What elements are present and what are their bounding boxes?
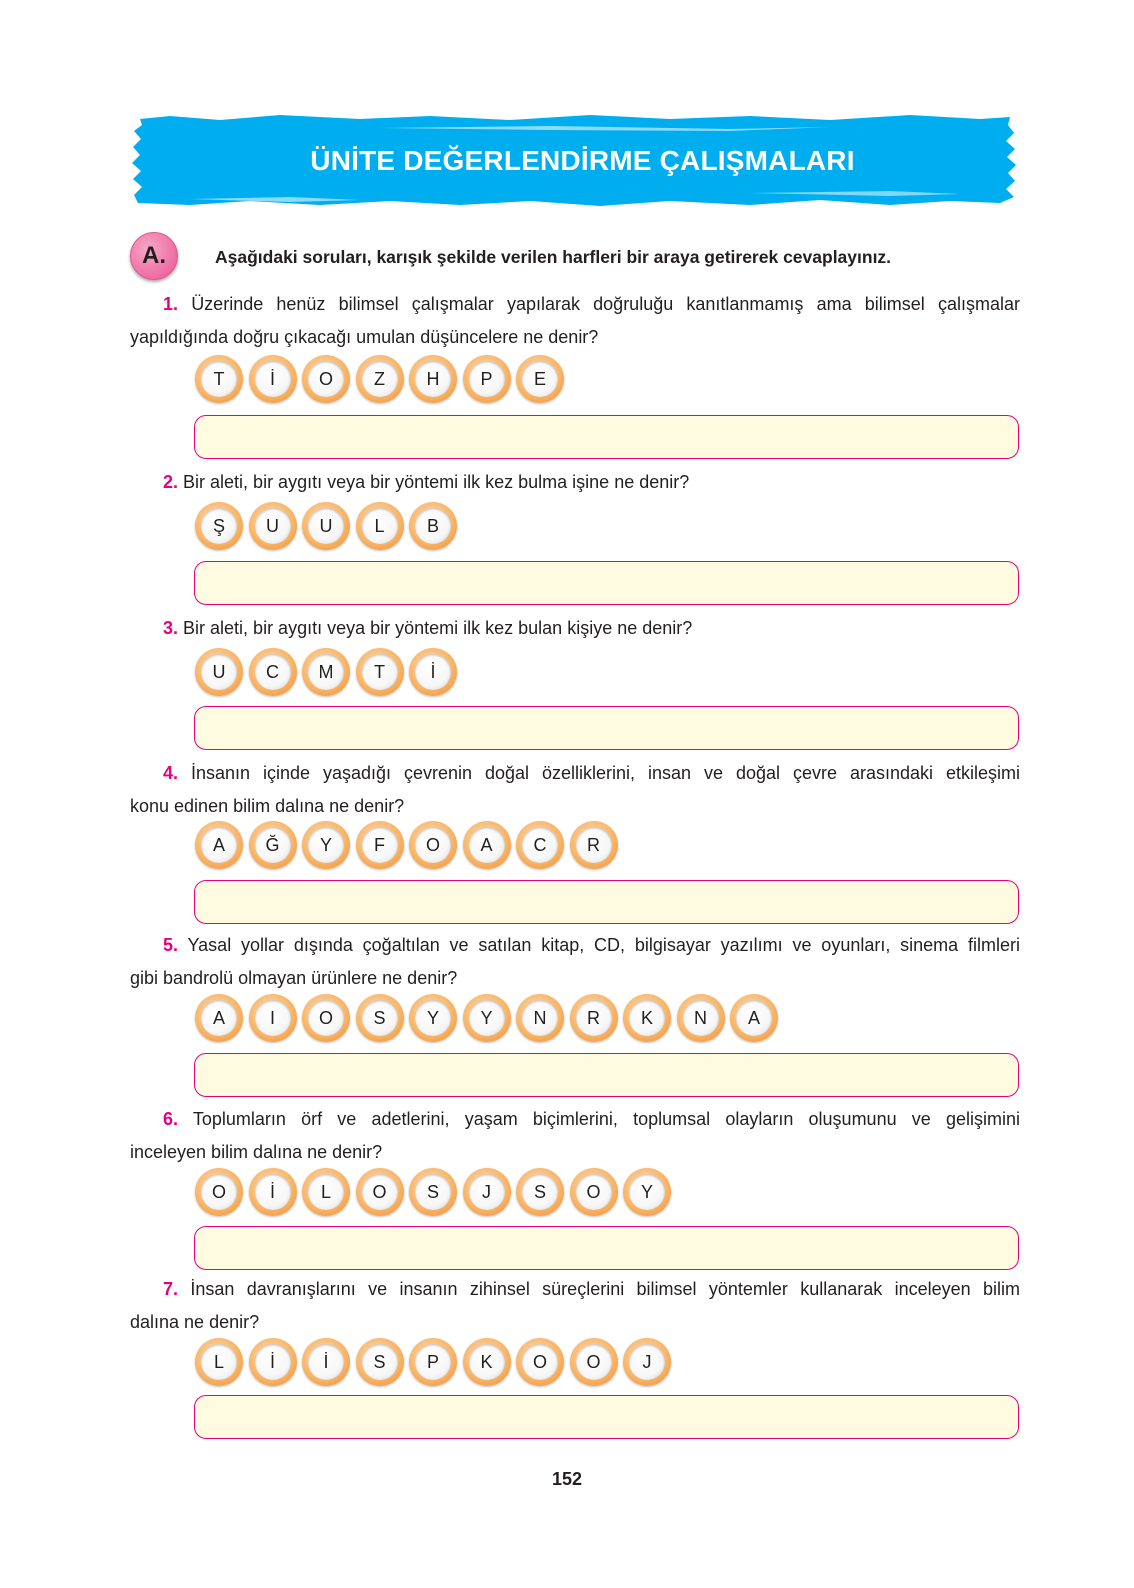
letter-tile: Z <box>356 355 404 403</box>
question-text-line1: Bir aleti, bir aygıtı veya bir yöntemi ilk kez bulma işine ne denir? <box>183 472 690 492</box>
letter-tile: Y <box>463 994 511 1042</box>
letter-tile: P <box>463 355 511 403</box>
letter-tile: T <box>356 648 404 696</box>
letter-tile: K <box>463 1338 511 1386</box>
letter-tile: C <box>249 648 297 696</box>
letter-tiles-6 <box>195 1168 671 1218</box>
letter-tile: I <box>249 994 297 1042</box>
letter-tile: F <box>356 821 404 869</box>
question-text-line2: dalına ne denir? <box>130 1312 260 1332</box>
answer-field-5[interactable] <box>194 1053 1019 1097</box>
letter-tile: O <box>302 355 350 403</box>
letter-tiles-2 <box>195 502 457 552</box>
letter-tile: L <box>302 1168 350 1216</box>
letter-tile: N <box>677 994 725 1042</box>
letter-tiles-7 <box>195 1338 671 1388</box>
header-banner <box>130 113 1035 215</box>
letter-tile: S <box>356 994 404 1042</box>
letter-tile: İ <box>302 1338 350 1386</box>
page-number: 152 <box>551 1469 583 1489</box>
letter-tile: L <box>356 502 404 550</box>
question-text-line2: gibi bandrolü olmayan ürünlere ne denir? <box>130 968 458 988</box>
letter-tile: R <box>570 994 618 1042</box>
letter-tile: Y <box>409 994 457 1042</box>
letter-tiles-5 <box>195 994 778 1044</box>
question-1 <box>130 288 1020 354</box>
question-number: 5. <box>163 935 179 955</box>
letter-tile: P <box>409 1338 457 1386</box>
answer-field-6[interactable] <box>194 1226 1019 1270</box>
question-number: 2. <box>163 472 179 492</box>
answer-field-1[interactable] <box>194 415 1019 459</box>
letter-tile: A <box>463 821 511 869</box>
question-7 <box>130 1273 1020 1339</box>
section-badge <box>130 232 178 280</box>
question-number: 6. <box>163 1109 179 1129</box>
letter-tile: C <box>516 821 564 869</box>
letter-tile: T <box>195 355 243 403</box>
question-text-line1: Yasal yollar dışında çoğaltılan ve satılan kitap, CD, bilgisayar yazılımı ve oyunları, sinema filmleri <box>187 935 1020 955</box>
letter-tile: Y <box>302 821 350 869</box>
question-4 <box>130 757 1020 823</box>
letter-tile: İ <box>249 355 297 403</box>
question-text-line1: Toplumların örf ve adetlerini, yaşam biçimlerini, toplumsal olayların oluşumunu ve gelişimini <box>192 1109 1020 1129</box>
question-6 <box>130 1103 1020 1169</box>
letter-tile: U <box>249 502 297 550</box>
letter-tile: U <box>195 648 243 696</box>
letter-tile: O <box>409 821 457 869</box>
letter-tile: J <box>463 1168 511 1216</box>
letter-tiles-3 <box>195 648 457 698</box>
letter-tile: J <box>623 1338 671 1386</box>
question-text-line1: İnsanın içinde yaşadığı çevrenin doğal özelliklerini, insan ve doğal çevre arasındaki etkileşimi <box>190 763 1020 783</box>
letter-tile: M <box>302 648 350 696</box>
letter-tile: A <box>730 994 778 1042</box>
letter-tile: S <box>356 1338 404 1386</box>
letter-tile: E <box>516 355 564 403</box>
answer-field-7[interactable] <box>194 1395 1019 1439</box>
letter-tile: Ş <box>195 502 243 550</box>
question-3 <box>130 612 1020 645</box>
letter-tile: İ <box>249 1168 297 1216</box>
question-number: 1. <box>163 294 179 314</box>
question-text-line2: yapıldığında doğru çıkacağı umulan düşüncelere ne denir? <box>130 327 599 347</box>
question-text-line1: İnsan davranışlarını ve insanın zihinsel süreçlerini bilimsel yöntemler kullanarak inceleyen bilim <box>190 1279 1020 1299</box>
question-number: 3. <box>163 618 179 638</box>
answer-field-3[interactable] <box>194 706 1019 750</box>
letter-tile: K <box>623 994 671 1042</box>
question-text-line2: konu edinen bilim dalına ne denir? <box>130 796 405 816</box>
letter-tile: O <box>570 1338 618 1386</box>
letter-tile: O <box>356 1168 404 1216</box>
answer-field-4[interactable] <box>194 880 1019 924</box>
page-title: ÜNİTE DEĞERLENDİRME ÇALIŞMALARI <box>310 145 855 176</box>
letter-tile: S <box>516 1168 564 1216</box>
letter-tile: İ <box>409 648 457 696</box>
letter-tile: A <box>195 821 243 869</box>
question-number: 4. <box>163 763 179 783</box>
question-5 <box>130 929 1020 995</box>
letter-tile: B <box>409 502 457 550</box>
letter-tile: H <box>409 355 457 403</box>
question-number: 7. <box>163 1279 179 1299</box>
letter-tile: O <box>195 1168 243 1216</box>
letter-tile: Y <box>623 1168 671 1216</box>
letter-tile: O <box>302 994 350 1042</box>
question-text-line1: Bir aleti, bir aygıtı veya bir yöntemi ilk kez bulan kişiye ne denir? <box>183 618 693 638</box>
letter-tile: İ <box>249 1338 297 1386</box>
question-text-line2: inceleyen bilim dalına ne denir? <box>130 1142 383 1162</box>
letter-tile: S <box>409 1168 457 1216</box>
question-2 <box>130 466 1020 499</box>
letter-tile: R <box>570 821 618 869</box>
letter-tiles-4 <box>195 821 618 871</box>
letter-tiles-1 <box>195 355 564 405</box>
section-badge-label: A. <box>142 242 166 269</box>
letter-tile: O <box>570 1168 618 1216</box>
letter-tile: A <box>195 994 243 1042</box>
letter-tile: N <box>516 994 564 1042</box>
answer-field-2[interactable] <box>194 561 1019 605</box>
letter-tile: Ğ <box>249 821 297 869</box>
section-instruction: Aşağıdaki soruları, karışık şekilde verilen harfleri bir araya getirerek cevaplayınız. <box>215 247 892 267</box>
letter-tile: L <box>195 1338 243 1386</box>
letter-tile: U <box>302 502 350 550</box>
letter-tile: O <box>516 1338 564 1386</box>
question-text-line1: Üzerinde henüz bilimsel çalışmalar yapılarak doğruluğu kanıtlanmamış ama bilimsel çalışmalar <box>191 294 1020 314</box>
